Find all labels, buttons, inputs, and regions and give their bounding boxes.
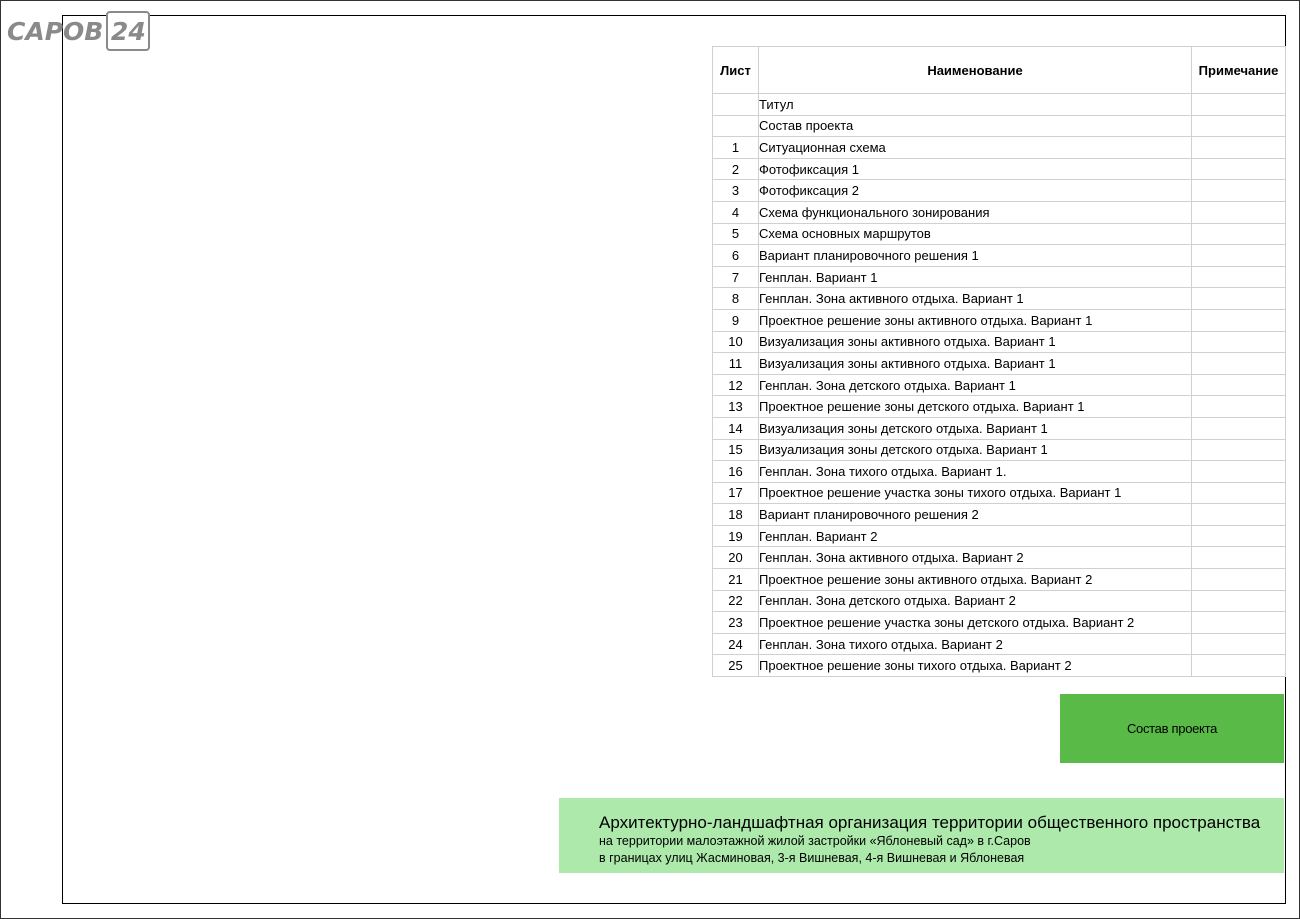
table-row xyxy=(713,569,1286,591)
sheet-name: Генплан. Зона тихого отдыха. Вариант 2 xyxy=(759,633,1192,655)
logo-text: САРОВ xyxy=(7,16,104,46)
sheet-number: 1 xyxy=(713,137,759,159)
sheet-note xyxy=(1192,180,1286,202)
table-row xyxy=(713,266,1286,288)
sheet-number: 12 xyxy=(713,374,759,396)
sheet-number: 21 xyxy=(713,569,759,591)
sheet-note xyxy=(1192,655,1286,677)
sheet-name: Генплан. Вариант 1 xyxy=(759,266,1192,288)
header-sheet: Лист xyxy=(713,47,759,94)
sheet-note xyxy=(1192,396,1286,418)
table-row xyxy=(713,115,1286,137)
sheet-number: 24 xyxy=(713,633,759,655)
sheet-note xyxy=(1192,288,1286,310)
sheet-note xyxy=(1192,417,1286,439)
sheet-number: 10 xyxy=(713,331,759,353)
sarov24-logo xyxy=(7,10,150,52)
sheet-name: Проектное решение зоны активного отдыха. Вариант 2 xyxy=(759,569,1192,591)
sheet-note xyxy=(1192,547,1286,569)
sheet-number: 5 xyxy=(713,223,759,245)
project-banner xyxy=(559,798,1284,873)
sheet-number: 9 xyxy=(713,309,759,331)
project-title: Архитектурно-ландшафтная организация территории общественного пространства xyxy=(599,813,1261,832)
sheet-number: 19 xyxy=(713,525,759,547)
sheet-note xyxy=(1192,266,1286,288)
sheet-name: Генплан. Зона активного отдыха. Вариант 2 xyxy=(759,547,1192,569)
header-name: Наименование xyxy=(759,47,1192,94)
sheet-name: Титул xyxy=(759,94,1192,116)
sheet-number: 23 xyxy=(713,612,759,634)
sheet-note xyxy=(1192,353,1286,375)
table-row xyxy=(713,288,1286,310)
sheet-number: 11 xyxy=(713,353,759,375)
table-row xyxy=(713,137,1286,159)
sheet-name: Визуализация зоны детского отдыха. Вариант 1 xyxy=(759,417,1192,439)
sheet-number: 15 xyxy=(713,439,759,461)
logo-number: 24 xyxy=(106,11,150,51)
sheet-note xyxy=(1192,331,1286,353)
table-row xyxy=(713,461,1286,483)
table-row xyxy=(713,374,1286,396)
table-row xyxy=(713,180,1286,202)
sheet-name: Визуализация зоны детского отдыха. Вариант 1 xyxy=(759,439,1192,461)
sheet-name: Визуализация зоны активного отдыха. Вариант 1 xyxy=(759,331,1192,353)
sheet-name: Проектное решение зоны активного отдыха. Вариант 1 xyxy=(759,309,1192,331)
table-row xyxy=(713,439,1286,461)
sheet-name: Проектное решение участка зоны тихого отдыха. Вариант 1 xyxy=(759,482,1192,504)
sheet-number: 16 xyxy=(713,461,759,483)
sheet-number: 25 xyxy=(713,655,759,677)
sheet-note xyxy=(1192,223,1286,245)
project-subtitle-1: на территории малоэтажной жилой застройки «Яблоневый сад» в г.Саров xyxy=(599,834,1031,848)
table-row xyxy=(713,417,1286,439)
sheet-number: 14 xyxy=(713,417,759,439)
sheet-note xyxy=(1192,612,1286,634)
sheet-name: Ситуационная схема xyxy=(759,137,1192,159)
sheet-note xyxy=(1192,309,1286,331)
sheet-name: Генплан. Зона тихого отдыха. Вариант 1. xyxy=(759,461,1192,483)
sheet-note xyxy=(1192,504,1286,526)
table-row xyxy=(713,482,1286,504)
sheet-number: 13 xyxy=(713,396,759,418)
sheet-number: 22 xyxy=(713,590,759,612)
table-row xyxy=(713,201,1286,223)
table-row xyxy=(713,633,1286,655)
sheet-note xyxy=(1192,590,1286,612)
sheet-note xyxy=(1192,633,1286,655)
sheet-name: Фотофиксация 1 xyxy=(759,158,1192,180)
table-row xyxy=(713,309,1286,331)
table-row xyxy=(713,547,1286,569)
sheet-list-table xyxy=(712,46,1286,677)
title-block xyxy=(1060,694,1284,763)
table-row xyxy=(713,353,1286,375)
sheet-note xyxy=(1192,137,1286,159)
sheet-number: 4 xyxy=(713,201,759,223)
sheet-note xyxy=(1192,245,1286,267)
sheet-note xyxy=(1192,482,1286,504)
sheet-note xyxy=(1192,158,1286,180)
sheet-note xyxy=(1192,374,1286,396)
sheet-note xyxy=(1192,115,1286,137)
sheet-name: Генплан. Зона детского отдыха. Вариант 1 xyxy=(759,374,1192,396)
table-row xyxy=(713,612,1286,634)
table-row xyxy=(713,590,1286,612)
sheet-name: Проектное решение участка зоны детского отдыха. Вариант 2 xyxy=(759,612,1192,634)
sheet-note xyxy=(1192,201,1286,223)
sheet-number: 2 xyxy=(713,158,759,180)
table-row xyxy=(713,223,1286,245)
sheet-name: Вариант планировочного решения 1 xyxy=(759,245,1192,267)
sheet-note xyxy=(1192,461,1286,483)
sheet-number: 3 xyxy=(713,180,759,202)
sheet-name: Проектное решение зоны тихого отдыха. Вариант 2 xyxy=(759,655,1192,677)
title-block-label: Состав проекта xyxy=(1126,721,1218,736)
project-subtitle-2: в границах улиц Жасминовая, 3-я Вишневая, 4-я Вишневая и Яблоневая xyxy=(599,851,1025,865)
sheet-number: 6 xyxy=(713,245,759,267)
sheet-number: 18 xyxy=(713,504,759,526)
header-note: Примечание xyxy=(1192,47,1286,94)
table-row xyxy=(713,94,1286,116)
sheet-name: Генплан. Зона активного отдыха. Вариант 1 xyxy=(759,288,1192,310)
sheet-name: Схема функционального зонирования xyxy=(759,201,1192,223)
table-row xyxy=(713,396,1286,418)
sheet-number: 7 xyxy=(713,266,759,288)
sheet-name: Вариант планировочного решения 2 xyxy=(759,504,1192,526)
table-header-row xyxy=(713,47,1286,94)
sheet-number xyxy=(713,94,759,116)
sheet-name: Генплан. Зона детского отдыха. Вариант 2 xyxy=(759,590,1192,612)
sheet-name: Схема основных маршрутов xyxy=(759,223,1192,245)
sheet-name: Проектное решение зоны детского отдыха. Вариант 1 xyxy=(759,396,1192,418)
sheet-note xyxy=(1192,569,1286,591)
table-row xyxy=(713,158,1286,180)
sheet-number: 20 xyxy=(713,547,759,569)
sheet-note xyxy=(1192,439,1286,461)
sheet-list-body xyxy=(713,94,1286,677)
sheet-number xyxy=(713,115,759,137)
sheet-name: Фотофиксация 2 xyxy=(759,180,1192,202)
table-row xyxy=(713,331,1286,353)
sheet-name: Состав проекта xyxy=(759,115,1192,137)
sheet-number: 8 xyxy=(713,288,759,310)
sheet-note xyxy=(1192,94,1286,116)
table-row xyxy=(713,245,1286,267)
table-row xyxy=(713,655,1286,677)
sheet-note xyxy=(1192,525,1286,547)
sheet-number: 17 xyxy=(713,482,759,504)
table-row xyxy=(713,525,1286,547)
sheet-name: Визуализация зоны активного отдыха. Вариант 1 xyxy=(759,353,1192,375)
sheet-name: Генплан. Вариант 2 xyxy=(759,525,1192,547)
table-row xyxy=(713,504,1286,526)
